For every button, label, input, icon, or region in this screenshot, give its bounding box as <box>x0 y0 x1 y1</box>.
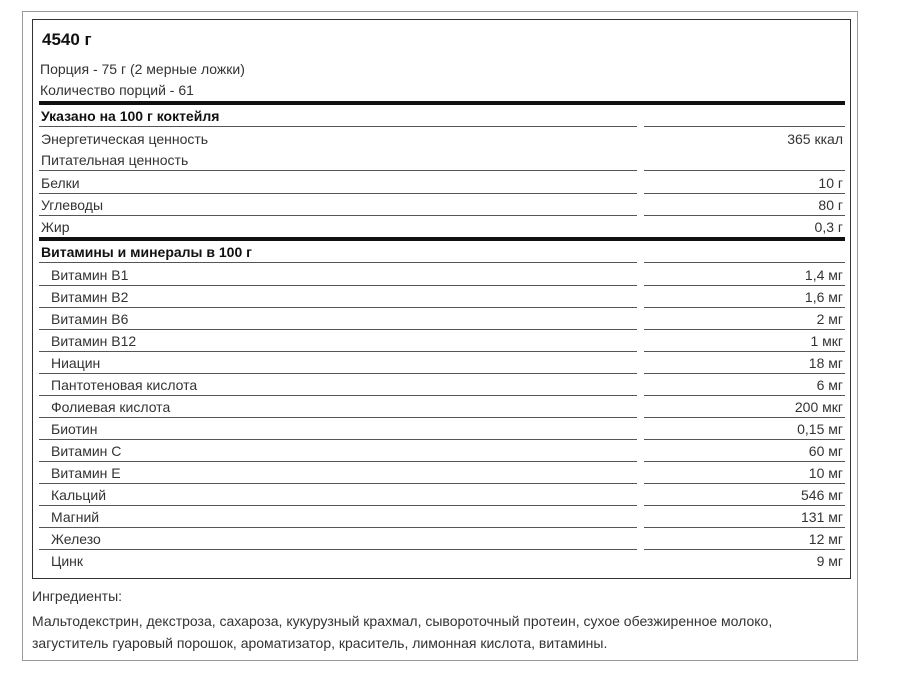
vitamin-value: 60 мг <box>808 443 843 459</box>
vitamin-row <box>39 462 845 484</box>
ingredients-text: Мальтодекстрин, декстроза, сахароза, кукурузный крахмал, сывороточный протеин, сухое обезжиренное молоко, загуститель гуаровый порошок, ароматизатор, краситель, лимонная кислота, витамины. <box>32 613 773 651</box>
nutrition-header: Указано на 100 г коктейля <box>41 108 220 124</box>
vitamin-row <box>39 484 845 506</box>
vitamin-name: Биотин <box>51 421 98 437</box>
vitamin-row <box>39 330 845 352</box>
vitamin-value: 131 мг <box>801 509 843 525</box>
vitamin-value: 18 мг <box>808 355 843 371</box>
nutrient-value: 80 г <box>818 197 843 213</box>
vitamin-name: Витамин B6 <box>51 311 129 327</box>
vitamins-header-row <box>39 241 845 263</box>
vitamin-value: 6 мг <box>816 377 843 393</box>
vitamin-row <box>39 308 845 330</box>
vitamin-row <box>39 286 845 308</box>
vitamin-name: Железо <box>51 531 101 547</box>
servings-count: Количество порций - 61 <box>40 82 194 98</box>
vitamins-header: Витамины и минералы в 100 г <box>41 244 252 260</box>
nutrition-header-row <box>39 105 845 127</box>
vitamin-value: 2 мг <box>816 311 843 327</box>
energy-row <box>39 128 845 150</box>
vitamin-row <box>39 440 845 462</box>
vitamin-name: Витамин C <box>51 443 122 459</box>
vitamin-row <box>39 528 845 550</box>
vitamin-name: Витамин B12 <box>51 333 137 349</box>
vitamin-value: 1,4 мг <box>804 267 843 283</box>
serving-size: Порция - 75 г (2 мерные ложки) <box>40 61 245 77</box>
vitamin-name: Пантотеновая кислота <box>51 377 198 393</box>
vitamin-row <box>39 550 845 572</box>
ingredients-title: Ингредиенты: <box>32 588 123 604</box>
vitamin-value: 9 мг <box>816 553 843 569</box>
vitamin-row <box>39 506 845 528</box>
nutrient-name: Жир <box>41 219 70 235</box>
vitamin-value: 1 мкг <box>810 333 843 349</box>
energy-label: Энергетическая ценность <box>41 131 209 147</box>
nutritional-label: Питательная ценность <box>41 152 189 168</box>
nutrient-row <box>39 216 845 238</box>
nutrient-name: Углеводы <box>41 197 104 213</box>
nutritional-value-row <box>39 149 845 171</box>
product-weight: 4540 г <box>42 30 92 49</box>
vitamin-name: Фолиевая кислота <box>51 399 171 415</box>
nutrient-row <box>39 194 845 216</box>
energy-value: 365 ккал <box>787 131 843 147</box>
vitamin-name: Магний <box>51 509 100 525</box>
vitamin-value: 0,15 мг <box>797 421 843 437</box>
vitamin-value: 12 мг <box>808 531 843 547</box>
vitamin-name: Цинк <box>51 553 84 569</box>
vitamin-name: Витамин B1 <box>51 267 129 283</box>
vitamin-row <box>39 374 845 396</box>
vitamin-value: 10 мг <box>808 465 843 481</box>
vitamin-name: Витамин B2 <box>51 289 129 305</box>
nutrient-value: 10 г <box>818 175 843 191</box>
nutrition-facts-table <box>32 19 851 579</box>
nutrient-name: Белки <box>41 175 80 191</box>
vitamin-row <box>39 418 845 440</box>
vitamin-value: 1,6 мг <box>804 289 843 305</box>
vitamin-row <box>39 352 845 374</box>
vitamin-name: Кальций <box>51 487 107 503</box>
vitamin-value: 200 мкг <box>794 399 843 415</box>
vitamin-name: Ниацин <box>51 355 101 371</box>
nutrient-value: 0,3 г <box>814 219 843 235</box>
vitamin-value: 546 мг <box>801 487 843 503</box>
vitamin-row <box>39 396 845 418</box>
vitamin-name: Витамин E <box>51 465 121 481</box>
nutrient-row <box>39 172 845 194</box>
vitamin-row <box>39 264 845 286</box>
